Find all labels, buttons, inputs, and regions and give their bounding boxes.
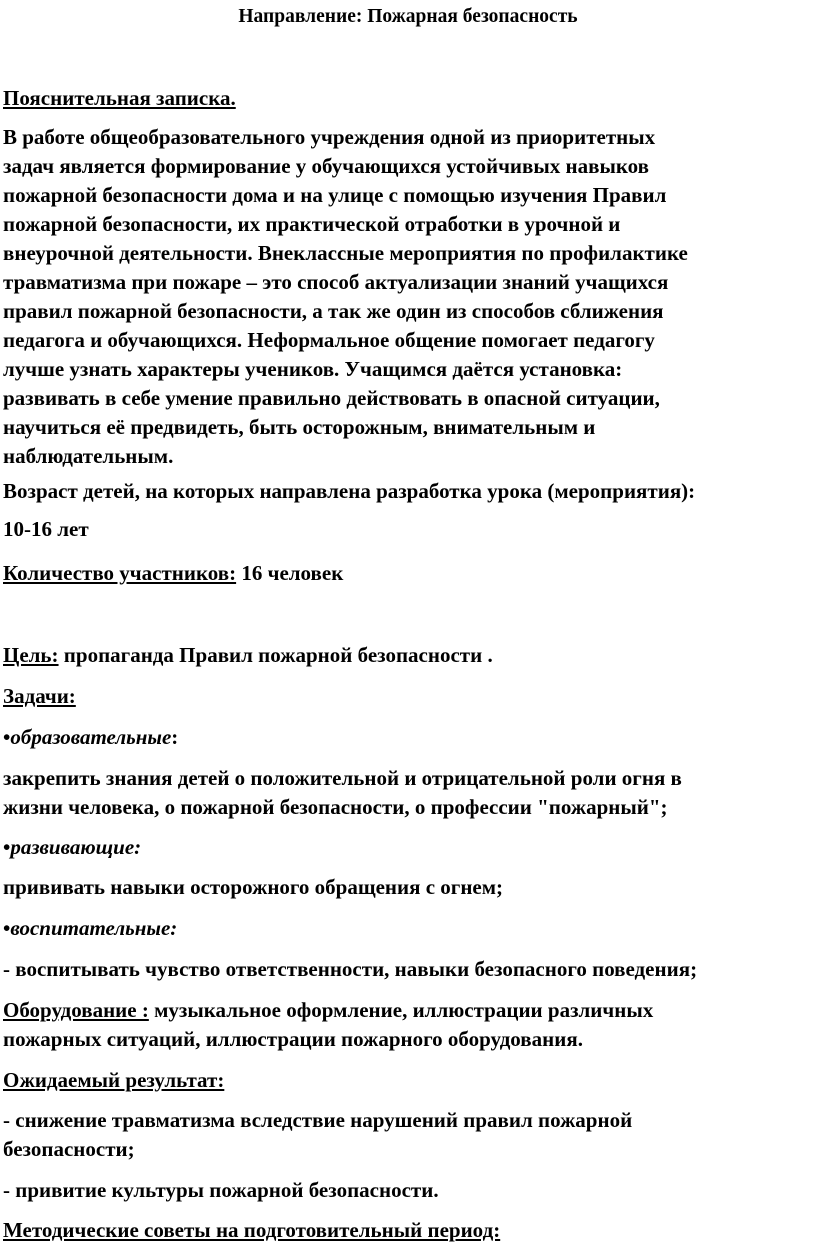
equipment-text-1: музыкальное оформление, иллюстрации различных (148, 998, 654, 1022)
paragraph-line: внеурочной деятельности. Внеклассные мероприятия по профилактике (3, 241, 688, 265)
task-developing-label (3, 833, 815, 862)
expected-item-1 (3, 1106, 815, 1164)
expected-item-2: - привитие культуры пожарной безопасности. (3, 1178, 439, 1202)
methodical-heading-text: Методические советы на подготовительный период: (3, 1218, 501, 1242)
explanatory-note-paragraph (3, 123, 815, 471)
participants-label: Количество участников: (3, 561, 237, 585)
paragraph-line: травматизма при пожаре – это способ актуализации знаний учащихся (3, 270, 669, 294)
equipment-line-1 (3, 996, 815, 1025)
task-upbringing-label (3, 914, 815, 943)
paragraph-line: наблюдательным. (3, 444, 174, 468)
paragraph-line: научиться её предвидеть, быть осторожным, внимательным и (3, 415, 596, 439)
bullet: • (3, 916, 11, 940)
paragraph-line: развивать в себе умение правильно действовать в опасной ситуации, (3, 386, 660, 410)
task-educational-colon: : (171, 725, 179, 749)
explanatory-note-heading-text: Пояснительная записка. (3, 86, 236, 110)
paragraph-line: жизни человека, о пожарной безопасности, о профессии "пожарный"; (3, 795, 668, 819)
paragraph-line: В работе общеобразовательного учреждения одной из приоритетных (3, 125, 656, 149)
equipment-paragraph (3, 996, 815, 1054)
paragraph-line: педагога и обучающихся. Неформальное общение помогает педагогу (3, 328, 655, 352)
goal-value: пропаганда Правил пожарной безопасности . (58, 643, 493, 667)
task-developing-text: прививать навыки осторожного обращения с огнем; (3, 875, 504, 899)
task-developing-name: развивающие: (10, 835, 142, 859)
expected-heading-text: Ожидаемый результат: (3, 1068, 225, 1092)
task-upbringing-text: - воспитывать чувство ответственности, навыки безопасного поведения; (3, 957, 698, 981)
paragraph-line: пожарной безопасности дома и на улице с помощью изучения Правил (3, 183, 667, 207)
bullet: • (3, 835, 11, 859)
equipment-label: Оборудование : (3, 998, 149, 1022)
paragraph-line: закрепить знания детей о положительной и отрицательной роли огня в (3, 766, 682, 790)
participants-line (3, 559, 815, 588)
equipment-line-2: пожарных ситуаций, иллюстрации пожарного оборудования. (3, 1027, 583, 1051)
goal-label: Цель: (3, 643, 59, 667)
age-value: 10-16 лет (3, 517, 89, 541)
methodical-heading (3, 1216, 815, 1245)
tasks-heading-text: Задачи: (3, 684, 76, 708)
participants-value: 16 человек (236, 561, 344, 585)
paragraph-line: лучше узнать характеры учеников. Учащимся даётся установка: (3, 357, 623, 381)
expected-heading (3, 1066, 815, 1095)
explanatory-note-heading (3, 84, 815, 113)
paragraph-line: - снижение травматизма вследствие нарушений правил пожарной (3, 1108, 633, 1132)
task-upbringing-name: воспитательные: (10, 916, 178, 940)
tasks-heading (3, 682, 815, 711)
task-educational-label (3, 723, 815, 752)
paragraph-line: правил пожарной безопасности, а так же один из способов сближения (3, 299, 664, 323)
task-educational-name: образовательные (10, 725, 172, 749)
paragraph-line: задач является формирование у обучающихся устойчивых навыков (3, 154, 649, 178)
goal-line (3, 641, 815, 670)
task-educational-text (3, 764, 815, 822)
bullet: • (3, 725, 11, 749)
age-label: Возраст детей, на которых направлена разработка урока (мероприятия): (3, 479, 696, 503)
paragraph-line: пожарной безопасности, их практической отработки в урочной и (3, 212, 621, 236)
paragraph-line: безопасности; (3, 1137, 135, 1161)
document-title: Направление: Пожарная безопасность (238, 6, 578, 27)
